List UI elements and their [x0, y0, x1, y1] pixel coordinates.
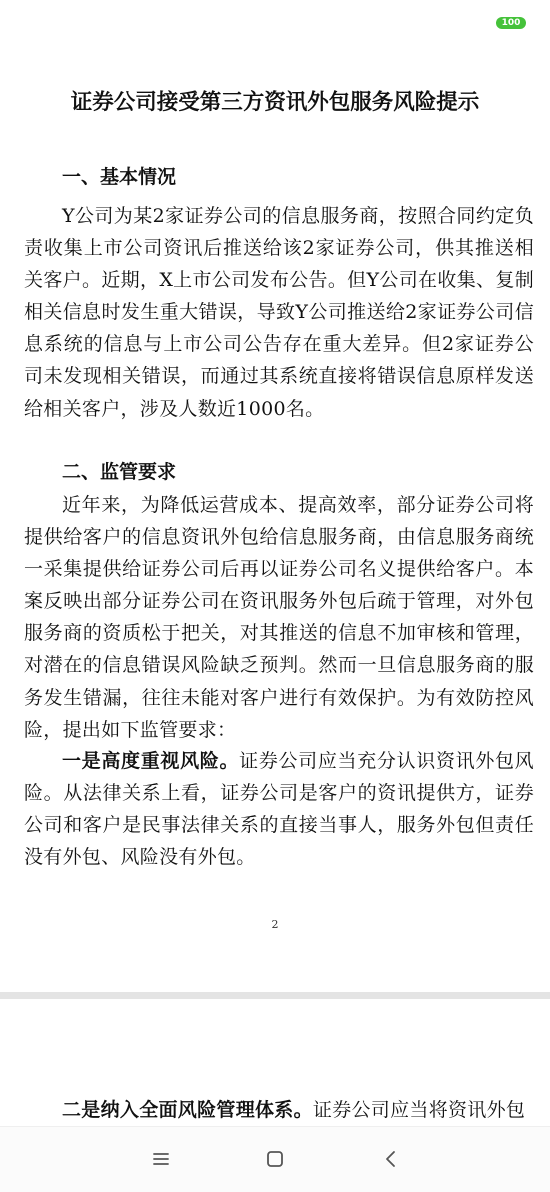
section-paragraph-requirements: 近年来，为降低运营成本、提高效率，部分证券公司将提供给客户的信息资讯外包给信息服务商，由信息服务商统一采集提供给证券公司后再以证券公司名义提供给客户。本案反映出部分证券公司在资讯服务外包后疏于管理，对外包服务商的资质松于把关，对其推送的信息不加审核和管理，对潜在的信息错误风险缺乏预判。然而一旦信息服务商的服务发生错漏，往往未能对客户进行有效保护。为有效防控风险，提出如下监管要求：	[24, 494, 534, 741]
document-title: 证券公司接受第三方资讯外包服务风险提示	[70, 90, 480, 115]
menu-icon[interactable]	[147, 1145, 175, 1173]
requirement-paragraph-1	[24, 745, 534, 873]
section-heading-basic-info: 一、基本情况	[62, 166, 177, 188]
requirement-1-text: 证券公司应当充分认识资讯外包风险。从法律关系上看，证券公司是客户的资讯提供方，证券公司和客户是民事法律关系的直接当事人，服务外包但责任没有外包、风险没有外包。	[24, 750, 534, 869]
section-paragraph-basic-info: Y公司为某2家证券公司的信息服务商，按照合同约定负责收集上市公司资讯后推送给该2家证券公司，供其推送相关客户。近期，X上市公司发布公告。但Y公司在收集、复制相关信息时发生重大错误，导致Y公司推送给2家证券公司信息系统的信息与上市公司公告存在重大差异。但2家证券公司未发现相关错误，而通过其系统直接将错误信息原样发送给相关客户，涉及人数近1000名。	[24, 205, 534, 420]
page-divider	[0, 992, 550, 999]
requirement-2-lead: 二是纳入全面风险管理体系。	[62, 1099, 313, 1121]
navigation-bar	[0, 1126, 550, 1192]
requirement-1-lead: 一是高度重视风险。	[62, 750, 240, 772]
requirement-paragraph-2	[24, 1094, 534, 1126]
page-number: 2	[271, 918, 279, 931]
back-chevron-icon[interactable]	[377, 1145, 405, 1173]
requirement-2-text: 证券公司应当将资讯外包	[312, 1099, 526, 1121]
battery-indicator: 100	[496, 17, 526, 29]
section-heading-requirements: 二、监管要求	[62, 461, 177, 483]
home-square-icon[interactable]	[261, 1145, 289, 1173]
